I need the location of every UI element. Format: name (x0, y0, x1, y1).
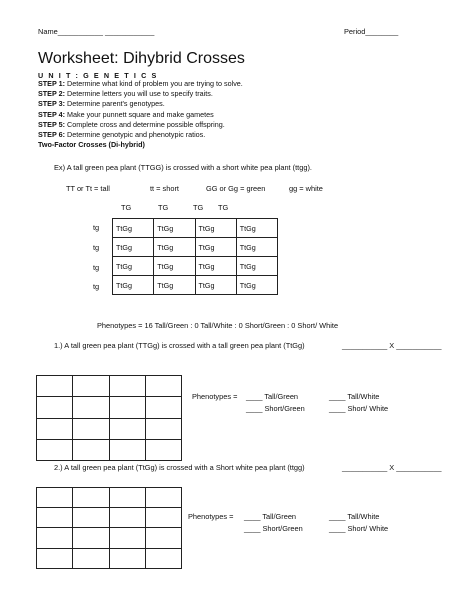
table-row (37, 397, 182, 418)
table-row (113, 219, 278, 238)
table-row (37, 508, 182, 528)
punnett-cell[interactable] (73, 528, 109, 548)
punnett-cell[interactable] (37, 528, 73, 548)
punnett-cell[interactable] (73, 439, 109, 460)
punnett-cell[interactable] (109, 397, 145, 418)
steps-list (38, 79, 243, 150)
punnett-cell[interactable] (109, 488, 145, 508)
question-2-short-white: ____ Short/ White (329, 524, 389, 533)
punnett-cell[interactable] (73, 548, 109, 568)
period-field-label: Period________ (344, 27, 399, 36)
step-item: STEP 2: Determine letters you will use to specify traits. (38, 89, 213, 99)
punnett-cell[interactable] (73, 397, 109, 418)
punnett-cell: TtGg (236, 257, 277, 276)
punnett-cell: TtGg (236, 238, 277, 257)
punnett-cell: TtGg (195, 276, 236, 295)
punnett-cell[interactable] (109, 439, 145, 460)
key-white: gg = white (289, 184, 323, 193)
table-row (37, 376, 182, 397)
question-2-answer-blank[interactable]: ___________ X ___________ (342, 463, 442, 472)
col-gamete: TG (121, 203, 132, 212)
row-gamete: tg (93, 282, 100, 291)
question-1-answer-blank[interactable]: ___________ X ___________ (342, 341, 442, 350)
punnett-cell[interactable] (145, 548, 181, 568)
question-2-punnett-square[interactable] (36, 487, 182, 569)
col-gamete: TG (193, 203, 204, 212)
col-gamete: TG (158, 203, 169, 212)
table-row (113, 238, 278, 257)
punnett-cell: TtGg (113, 257, 154, 276)
punnett-cell[interactable] (145, 439, 181, 460)
row-gamete: tg (93, 223, 100, 232)
punnett-cell[interactable] (145, 376, 181, 397)
punnett-cell: TtGg (113, 238, 154, 257)
punnett-cell[interactable] (37, 376, 73, 397)
question-2-tall-green: ____ Tall/Green (244, 512, 297, 521)
question-2-short-green: ____ Short/Green (244, 524, 303, 533)
punnett-cell[interactable] (145, 528, 181, 548)
punnett-cell[interactable] (109, 528, 145, 548)
question-1-short-white: ____ Short/ White (329, 404, 389, 413)
punnett-cell: TtGg (154, 219, 195, 238)
punnett-cell: TtGg (236, 276, 277, 295)
table-row (113, 257, 278, 276)
punnett-cell: TtGg (154, 238, 195, 257)
table-row (37, 548, 182, 568)
example-punnett-square (112, 218, 278, 295)
question-2-tall-white: ____ Tall/White (329, 512, 380, 521)
step-item: STEP 3: Determine parent's genotypes. (38, 99, 165, 109)
punnett-cell: TtGg (195, 219, 236, 238)
punnett-cell: TtGg (113, 219, 154, 238)
table-row (37, 418, 182, 439)
punnett-cell[interactable] (73, 376, 109, 397)
punnett-cell[interactable] (37, 508, 73, 528)
punnett-cell[interactable] (145, 508, 181, 528)
punnett-cell[interactable] (73, 418, 109, 439)
name-field-label: Name___________ ____________ (38, 27, 155, 36)
table-row (37, 439, 182, 460)
punnett-cell: TtGg (113, 276, 154, 295)
question-1-short-green: ____ Short/Green (246, 404, 305, 413)
punnett-cell[interactable] (37, 548, 73, 568)
row-gamete: tg (93, 243, 100, 252)
punnett-cell[interactable] (37, 418, 73, 439)
page-title: Worksheet: Dihybrid Crosses (38, 50, 245, 67)
unit-label: U N I T : G E N E T I C S (38, 71, 158, 80)
example-prompt: Ex) A tall green pea plant (TTGG) is crossed with a short white pea plant (ttgg). (54, 163, 312, 172)
step-item: STEP 6: Determine genotypic and phenotypic ratios. (38, 130, 206, 140)
question-1-punnett-square[interactable] (36, 375, 182, 461)
key-green: GG or Gg = green (206, 184, 266, 193)
punnett-cell[interactable] (109, 508, 145, 528)
question-1-tall-green: ____ Tall/Green (246, 392, 299, 401)
punnett-cell: TtGg (154, 276, 195, 295)
question-1-phenotypes-label: Phenotypes = (192, 392, 238, 401)
question-1-tall-white: ____ Tall/White (329, 392, 380, 401)
punnett-cell[interactable] (145, 488, 181, 508)
step-item: STEP 1: Determine what kind of problem you are trying to solve. (38, 79, 243, 88)
punnett-cell: TtGg (154, 257, 195, 276)
punnett-cell: TtGg (195, 238, 236, 257)
question-1-prompt: 1.) A tall green pea plant (TTGg) is crossed with a tall green pea plant (TtGg) (54, 341, 305, 350)
punnett-cell: TtGg (236, 219, 277, 238)
punnett-cell[interactable] (145, 418, 181, 439)
punnett-cell: TtGg (195, 257, 236, 276)
section-subheading: Two-Factor Crosses (Di-hybrid) (38, 140, 145, 150)
col-gamete: TG (218, 203, 229, 212)
table-row (37, 488, 182, 508)
punnett-cell[interactable] (109, 418, 145, 439)
question-2-phenotypes-label: Phenotypes = (188, 512, 234, 521)
example-phenotypes: Phenotypes = 16 Tall/Green : 0 Tall/White : 0 Short/Green : 0 Short/ White (97, 321, 339, 330)
step-item: STEP 4: Make your punnett square and make gametes (38, 109, 214, 119)
punnett-cell[interactable] (37, 488, 73, 508)
punnett-cell[interactable] (37, 439, 73, 460)
punnett-cell[interactable] (37, 397, 73, 418)
table-row (113, 276, 278, 295)
step-item: STEP 5: Complete cross and determine possible offspring. (38, 119, 225, 129)
question-2-prompt: 2.) A tall green pea plant (TtGg) is crossed with a Short white pea plant (ttgg) (54, 463, 305, 472)
row-gamete: tg (93, 263, 100, 272)
punnett-cell[interactable] (145, 397, 181, 418)
table-row (37, 528, 182, 548)
key-short: tt = short (150, 184, 179, 193)
punnett-cell[interactable] (73, 488, 109, 508)
punnett-cell[interactable] (109, 548, 145, 568)
key-tall: TT or Tt = tall (66, 184, 110, 193)
punnett-cell[interactable] (73, 508, 109, 528)
punnett-cell[interactable] (109, 376, 145, 397)
